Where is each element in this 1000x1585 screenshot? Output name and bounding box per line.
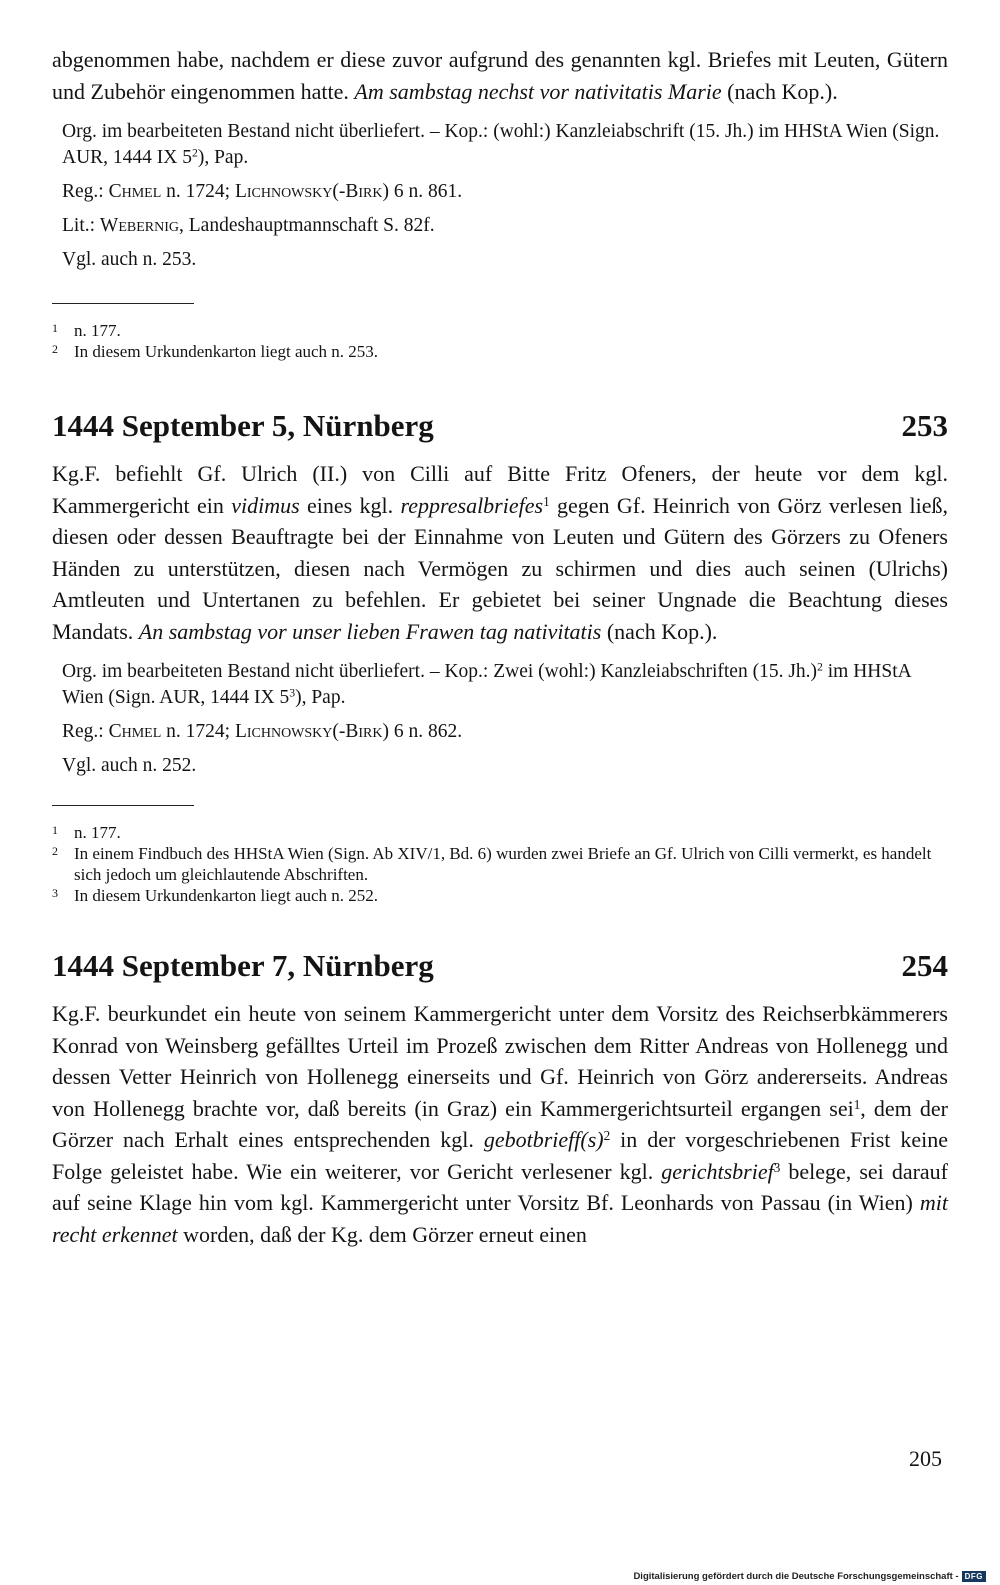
footnote-ref: 2 — [603, 1127, 611, 1143]
footnote-separator — [52, 805, 194, 806]
footnote: 3 In diesem Urkundenkarton liegt auch n. 252. — [52, 886, 379, 905]
document-page — [52, 44, 948, 1250]
footnote: 2 In diesem Urkundenkarton liegt auch n. 253. — [52, 342, 379, 361]
credit-text: Digitalisierung gefördert durch die Deutsche Forschungsgemeinschaft - — [633, 1571, 959, 1582]
entry-heading-253 — [52, 406, 948, 446]
dating-clause: Am sambstag nechst vor nativitatis Marie — [354, 78, 722, 104]
entry-number: 253 — [901, 408, 948, 443]
entry-heading-254 — [52, 946, 948, 986]
digitization-credit — [633, 1571, 986, 1582]
footnote: 1 n. 177. — [52, 823, 121, 842]
dating-clause: An sambstag vor unser lieben Frawen tag nativitatis — [138, 618, 602, 644]
entry-date: 1444 September 5, Nürnberg — [52, 408, 434, 443]
footnote: 2 In einem Findbuch des HHStA Wien (Sign. Ab XIV/1, Bd. 6) wurden zwei Briefe an Gf. Ulrich von Cilli vermerkt, es handelt sich jedoch um gleichlautende Abschriften. — [52, 844, 932, 884]
footnotes-block-2 — [52, 822, 948, 906]
footnote-ref: 1 — [853, 1096, 861, 1112]
original-note: Org. im bearbeiteten Bestand nicht überliefert. – Kop.: (wohl:) Kanzleiabschrift (15. Jh.) im HHStA Wien (Sign. AUR, 1444 IX $5^2$), Pap. — [62, 121, 940, 168]
footnote-ref: 2 — [192, 146, 198, 160]
regest-note: Reg.: Chmel n. 1724; Lichnowsky(-Birk) 6 n. 861. — [62, 181, 463, 202]
entry-text-254: Kg.F. beurkundet ein heute von seinem Kammergericht unter dem Vorsitz des Reichserbkämmerers Konrad von Weinsberg gefälltes Urteil im Prozeß zwischen dem Ritter Andreas von Hollenegg und dessen Vetter Heinrich von Hollenegg einerseits und Gf. Heinrich von Görz andererseits. Andreas von Hollenegg brachte vor, daß bereits (in Graz) ein Kammergerichtsurteil ergangen sei$^1$, dem der Görzer nach Erhalt eines entsprechenden kgl. $gebotbrieff(s)^2$ in der vorgeschriebenen Frist keine Folge geleistet habe. Wie ein weiterer, vor Gericht verlesener kgl. gerichtsbrief$^3$ belege, sei darauf auf seine Klage hin vom kgl. Kammergericht unter Vorsitz Bf. Leonhards von Passau (in Wien) mit recht erkennet worden, daß der Kg. dem Görzer erneut einen — [52, 1001, 949, 1247]
footnote: 1 n. 177. — [52, 321, 121, 340]
entry-date: 1444 September 7, Nürnberg — [52, 948, 434, 983]
paragraph-text: (nach Kop.). — [721, 78, 838, 104]
literature-note: Lit.: Webernig, Landeshauptmannschaft S. 82f. — [62, 215, 435, 236]
page-number: 205 — [909, 1446, 942, 1471]
paragraph-text: abgenommen habe, nachdem er diese zuvor aufgrund des genannten kgl. Briefes mit Leuten, Gütern und Zubehör eingenommen hatte. — [52, 47, 948, 104]
footnotes-block-1 — [52, 320, 948, 362]
entry-text-253: Kg.F. befiehlt Gf. Ulrich (II.) von Cilli auf Bitte Fritz Ofeners, der heute vor dem kgl. Kammergericht ein vidimus eines kgl. reppresalbriefes$^1$ gegen Gf. Heinrich von Görz verlesen ließ, diesen oder dessen Beauftragte bei der Einnahme von Leuten und Gütern des Görzers zu Ofeners Händen zu unterstützen, diesen nach Vermögen zu schirmen und dies auch seinen (Ulrichs) Amtleuten und Untertanen zu befehlen. Er gebietet bei seiner Ungnade die Beachtung dieses Mandats. An sambstag vor unser lieben Frawen tag nativitatis (nach Kop.). — [52, 461, 948, 644]
footnote-ref: 1 — [543, 493, 550, 509]
footnote-separator — [52, 303, 194, 304]
entry-number: 254 — [901, 948, 948, 983]
footnote-ref: 3 — [773, 1159, 781, 1175]
continuation-paragraph — [52, 44, 948, 107]
footnote-ref: 3 — [289, 686, 296, 700]
dfg-logo: DFG — [962, 1571, 986, 1582]
crossref-note: Vgl. auch n. 253. — [62, 249, 197, 270]
regest-note: Reg.: Chmel n. 1724; Lichnowsky(-Birk) 6 n. 862. — [62, 721, 463, 742]
footnote-ref: 2 — [817, 660, 823, 674]
crossref-note: Vgl. auch n. 252. — [62, 755, 197, 776]
original-note: Org. im bearbeiteten Bestand nicht überliefert. – Kop.: Zwei (wohl:) Kanzleiabschriften (15. Jh.)$^2$ im HHStA Wien (Sign. AUR, 1444 IX $5^3$), Pap. — [62, 660, 911, 708]
